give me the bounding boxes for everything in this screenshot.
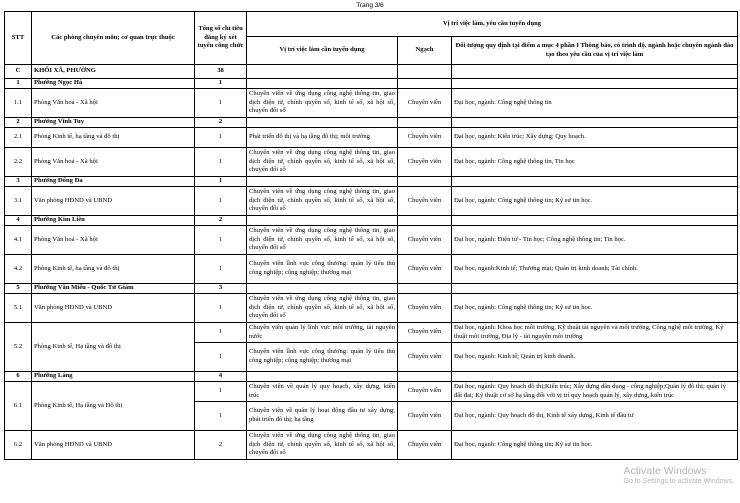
ward-name: Phường Kim Liên	[32, 216, 195, 226]
empty-cell	[247, 284, 398, 294]
header-requirement: Đối tượng quy định tại điểm a mục 4 phần I Thông báo, có trình độ, ngành hoặc chuyên ngành đào tạo theo yêu cầu của vị trí việc làm	[452, 37, 738, 65]
row-department: Phòng Văn hoá - Xã hội	[32, 148, 195, 177]
row-quota: 2	[195, 431, 247, 460]
table-row	[5, 323, 738, 343]
header-quota: Tổng số chỉ tiêu đăng ký xét tuyển công chức	[195, 12, 247, 65]
empty-cell	[452, 372, 738, 382]
row-stt: 6.1	[5, 382, 32, 431]
recruitment-table	[4, 11, 738, 460]
row-quota: 1	[195, 382, 247, 402]
table-row	[5, 255, 738, 284]
row-stt: 5.1	[5, 294, 32, 323]
row-quota: 1	[195, 226, 247, 255]
row-grade: Chuyên viên	[398, 255, 452, 284]
page-number: Trang 3/6	[356, 2, 384, 9]
row-requirement: Đại học, ngành: Kinh tế; Quản trị kinh doanh.	[452, 343, 738, 372]
ward-stt: 2	[5, 118, 32, 128]
row-requirement: Đại học, ngành: Điện tử - Tin học; Công nghệ thông tin; Tin học.	[452, 226, 738, 255]
header-group: Vị trí việc làm, yêu cầu tuyển dụng	[247, 12, 738, 37]
row-requirement: Đại học, ngành: Quy hoạch đô thị;Kiến trúc; Xây dựng dân dụng - công nghiệp;Quản lý đô thị; quản lý đất đai; Kỹ thuật cơ sở hạ tầng đối với vị trí quy hoạch quản lý, xây dựng, kiến trúc	[452, 382, 738, 402]
ward-row	[5, 284, 738, 294]
ward-total: 3	[195, 284, 247, 294]
section-row	[5, 65, 738, 79]
empty-cell	[247, 177, 398, 187]
row-grade: Chuyên viên	[398, 89, 452, 118]
header-grade: Ngạch	[398, 37, 452, 65]
row-quota: 1	[195, 89, 247, 118]
ward-row	[5, 216, 738, 226]
empty-cell	[452, 284, 738, 294]
row-requirement: Đại học, ngành: Công nghệ thông tin; Kỹ sư tin học.	[452, 294, 738, 323]
ward-stt: 6	[5, 372, 32, 382]
table-row	[5, 187, 738, 216]
row-stt: 4.1	[5, 226, 32, 255]
row-position: Chuyên viên về ứng dụng công nghệ thông tin, giao dịch điện tử, chính quyền số, kinh tế số, xã hội số, chuyển đổi số	[247, 226, 398, 255]
row-grade: Chuyên viên	[398, 294, 452, 323]
empty-cell	[247, 79, 398, 89]
row-quota: 1	[195, 148, 247, 177]
row-grade: Chuyên viên	[398, 226, 452, 255]
table-row	[5, 128, 738, 148]
row-stt: 2.1	[5, 128, 32, 148]
row-position: Chuyên viên về ứng dụng công nghệ thông tin, giao dịch điện tử, chính quyền số, kinh tế số, xã hội số, chuyển đổi số	[247, 148, 398, 177]
ward-name: Phường Vĩnh Tuy	[32, 118, 195, 128]
ward-total: 1	[195, 177, 247, 187]
ward-row	[5, 372, 738, 382]
row-requirement: Đại học, ngành: Công nghệ thông tin; Kỹ sư tin học.	[452, 187, 738, 216]
empty-cell	[247, 372, 398, 382]
ward-stt: 5	[5, 284, 32, 294]
row-position: Phát triển đô thị và hạ tầng đô thị; môi trường	[247, 128, 398, 148]
ward-name: Phường Ngọc Hà	[32, 79, 195, 89]
row-stt: 2.2	[5, 148, 32, 177]
ward-name: Phường Láng	[32, 372, 195, 382]
row-quota: 1	[195, 128, 247, 148]
row-department: Phòng Kinh tế, Hạ tầng và đô thị	[32, 323, 195, 372]
table-row	[5, 148, 738, 177]
empty-cell	[452, 79, 738, 89]
row-department: Phòng Kinh tế, hạ tầng và đô thị	[32, 128, 195, 148]
activation-watermark	[624, 465, 735, 485]
row-department: Văn phòng HĐND và UBND	[32, 431, 195, 460]
ward-total: 2	[195, 216, 247, 226]
header-department: Các phòng chuyên môn; cơ quan trực thuộc	[32, 12, 195, 65]
row-position: Chuyên viên về ứng dụng công nghệ thông tin, giao dịch điện tử, chính quyền số, kinh tế số, xã hội số, chuyển đổi số	[247, 431, 398, 460]
ward-stt: 1	[5, 79, 32, 89]
row-position: Chuyên viên về quản lý quy hoạch, xây dựng, kiến trúc	[247, 382, 398, 402]
empty-cell	[398, 177, 452, 187]
row-position: Chuyên viên về ứng dụng công nghệ thông tin, giao dịch điện tử, chính quyền số, kinh tế số, xã hội số, chuyển đổi số	[247, 294, 398, 323]
table-row	[5, 382, 738, 402]
row-stt: 3.1	[5, 187, 32, 216]
row-department: Phòng Văn hoá - Xã hội	[32, 226, 195, 255]
empty-cell	[452, 216, 738, 226]
row-quota: 1	[195, 323, 247, 343]
row-department: Văn phòng HĐND và UBND	[32, 187, 195, 216]
ward-stt: 3	[5, 177, 32, 187]
row-position: Chuyên viên về quản lý hoạt động đầu tư xây dựng; phát triển đô thị; hạ tầng	[247, 402, 398, 431]
ward-stt: 4	[5, 216, 32, 226]
row-position: Chuyên viên quản lý lĩnh vực môi trường, tài nguyên nước	[247, 323, 398, 343]
ward-total: 1	[195, 79, 247, 89]
table-row	[5, 294, 738, 323]
row-position: Chuyên viên lĩnh vực công thương: quản lý tiểu thủ công nghiệp; công nghiệp; thương mại	[247, 255, 398, 284]
row-grade: Chuyên viên	[398, 402, 452, 431]
row-quota: 1	[195, 187, 247, 216]
row-requirement: Đại học, ngành: Công nghệ thông tin, Tin học	[452, 148, 738, 177]
row-position: Chuyên viên lĩnh vực công thương: quản lý tiểu thủ công nghiệp; công nghiệp; thương mại	[247, 343, 398, 372]
row-quota: 1	[195, 402, 247, 431]
row-department: Văn phòng HĐND và UBND	[32, 294, 195, 323]
row-grade: Chuyên viên	[398, 148, 452, 177]
row-grade: Chuyên viên	[398, 187, 452, 216]
ward-row	[5, 118, 738, 128]
row-quota: 1	[195, 294, 247, 323]
empty-cell	[398, 372, 452, 382]
row-stt: 6.2	[5, 431, 32, 460]
empty-cell	[398, 118, 452, 128]
table-row	[5, 431, 738, 460]
section-name: KHỐI XÃ, PHƯỜNG	[32, 65, 195, 79]
ward-row	[5, 79, 738, 89]
header-position: Vị trí việc làm cần tuyển dụng	[247, 37, 398, 65]
empty-cell	[398, 79, 452, 89]
section-total: 38	[195, 65, 247, 79]
watermark-title: Activate Windows	[623, 465, 707, 477]
header-stt: STT	[5, 12, 32, 65]
row-requirement: Đại học, ngành:Kinh tế; Thương mại; Quản trị kinh doanh; Tài chính.	[452, 255, 738, 284]
row-department: Phòng Kinh tế, Hạ tầng và Đô thị	[32, 382, 195, 431]
row-quota: 1	[195, 255, 247, 284]
row-stt: 4.2	[5, 255, 32, 284]
empty-cell	[398, 216, 452, 226]
ward-total: 2	[195, 118, 247, 128]
ward-name: Phường Đống Đa	[32, 177, 195, 187]
row-grade: Chuyên viên	[398, 343, 452, 372]
row-stt: 1.1	[5, 89, 32, 118]
row-requirement: Đại học, ngành: Quy hoạch đô thị, Kinh tế xây dựng, Kinh tế đầu tư	[452, 402, 738, 431]
row-requirement: Đại học, ngành: Công nghệ thông tin	[452, 89, 738, 118]
empty-cell	[452, 118, 738, 128]
row-grade: Chuyên viên	[398, 431, 452, 460]
empty-cell	[398, 284, 452, 294]
row-grade: Chuyên viên	[398, 323, 452, 343]
row-stt: 5.2	[5, 323, 32, 372]
row-department: Phòng Văn hoá - Xã hội	[32, 89, 195, 118]
empty-cell	[247, 216, 398, 226]
row-position: Chuyên viên về ứng dụng công nghệ thông tin, giao dịch điện tử, chính quyền số, kinh tế số, xã hội số, chuyển đổi số	[247, 89, 398, 118]
row-grade: Chuyên viên	[398, 382, 452, 402]
row-requirement: Đại học, ngành: Công nghệ thông tin; Kỹ sư tin học.	[452, 431, 738, 460]
empty-cell	[247, 118, 398, 128]
ward-row	[5, 177, 738, 187]
row-department: Phòng Kinh tế, hạ tầng và đô thị	[32, 255, 195, 284]
ward-name: Phường Văn Miếu - Quốc Tử Giám	[32, 284, 195, 294]
row-position: Chuyên viên về ứng dụng công nghệ thông tin, giao dịch điện tử, chính quyền số, kinh tế số, xã hội số, chuyển đổi số	[247, 187, 398, 216]
table-row	[5, 89, 738, 118]
row-grade: Chuyên viên	[398, 128, 452, 148]
ward-total: 4	[195, 372, 247, 382]
section-stt: C	[5, 65, 32, 79]
empty-cell	[452, 177, 738, 187]
row-quota: 1	[195, 343, 247, 372]
row-requirement: Đại học, ngành: Kiến trúc; Xây dựng; Quy hoạch.	[452, 128, 738, 148]
table-row	[5, 226, 738, 255]
row-requirement: Đại học, ngành: Khoa học môi trường, Kỹ thuật tài nguyên và môi trường, Công nghệ môi trường, Kỹ thuật môi trường, Địa lý - tài nguyên môi trường	[452, 323, 738, 343]
watermark-subtitle: Go to Settings to activate Windows.	[623, 478, 734, 485]
